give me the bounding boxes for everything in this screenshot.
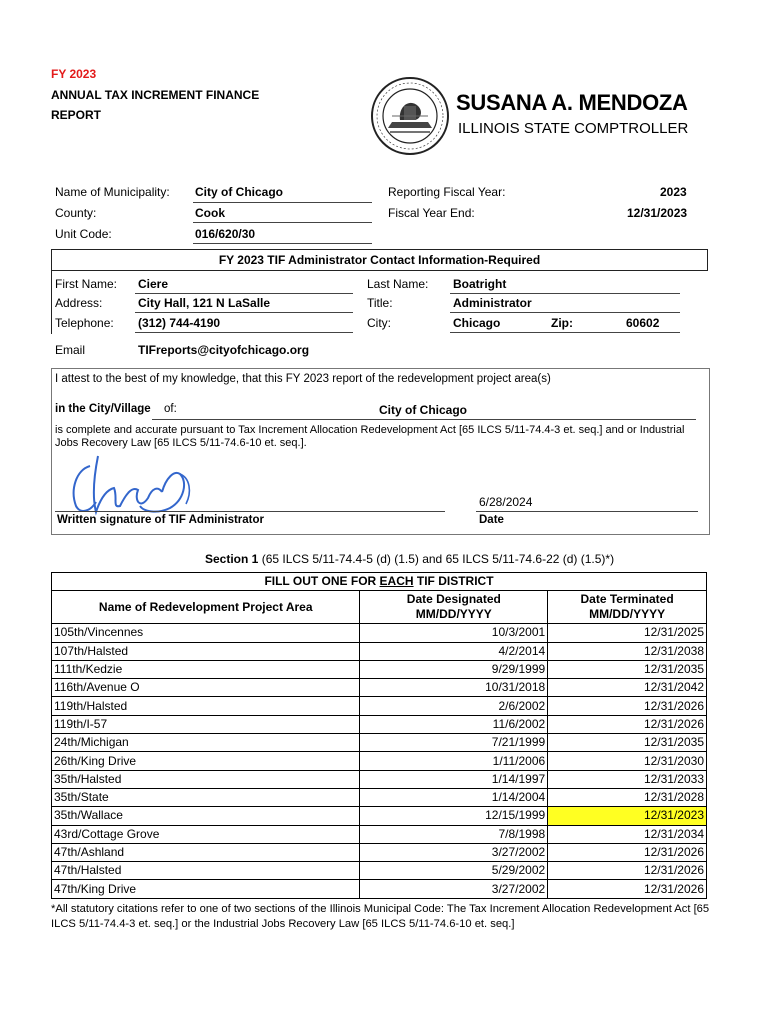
table-row (52, 679, 707, 697)
email-value: TIFreports@cityofchicago.org (138, 343, 310, 357)
table-row (52, 660, 707, 678)
col-header-designated: Date Designated MM/DD/YYYY (360, 591, 548, 624)
section-title-bold: Section 1 (205, 552, 259, 566)
zip-value: 60602 (626, 316, 660, 330)
attestation-city: City of Chicago (379, 403, 468, 417)
contact-section-header: FY 2023 TIF Administrator Contact Information-Required (51, 249, 708, 271)
date-designated: 1/14/1997 (360, 770, 548, 788)
date-designated: 2/6/2002 (360, 697, 548, 715)
unit-code-label: Unit Code: (55, 227, 112, 241)
table-row (52, 788, 707, 806)
county-value: Cook (195, 206, 225, 220)
project-area-name: 35th/Halsted (52, 770, 360, 788)
date-terminated: 12/31/2034 (548, 825, 707, 843)
last-name-value: Boatright (453, 277, 507, 291)
table-row (52, 697, 707, 715)
fiscal-year-end-value: 12/31/2023 (627, 206, 688, 220)
date-designated: 10/31/2018 (360, 679, 548, 697)
project-area-name: 119th/I-57 (52, 715, 360, 733)
date-designated: 7/8/1998 (360, 825, 548, 843)
date-terminated: 12/31/2026 (548, 880, 707, 898)
table-row (52, 862, 707, 880)
date-designated: 1/11/2006 (360, 752, 548, 770)
tif-district-table (51, 572, 707, 899)
contact-box-left-border (51, 270, 52, 334)
attestation-line4: Jobs Recovery Law [65 ILCS 5/11-74.6-10 et. seq.]. (55, 437, 307, 449)
last-name-label: Last Name: (367, 277, 429, 291)
project-area-name: 35th/Wallace (52, 807, 360, 825)
date-terminated: 12/31/2028 (548, 788, 707, 806)
project-area-name: 26th/King Drive (52, 752, 360, 770)
city-value: Chicago (453, 316, 501, 330)
project-area-name: 47th/King Drive (52, 880, 360, 898)
project-area-name: 111th/Kedzie (52, 660, 360, 678)
date-terminated: 12/31/2026 (548, 862, 707, 880)
fiscal-year-label: FY 2023 (51, 67, 97, 81)
fiscal-year-end-label: Fiscal Year End: (388, 206, 475, 220)
telephone-label: Telephone: (55, 316, 114, 330)
date-designated: 10/3/2001 (360, 624, 548, 642)
attestation-date-value: 6/28/2024 (479, 495, 533, 509)
municipality-name-value: City of Chicago (195, 185, 284, 199)
first-name-label: First Name: (55, 277, 118, 291)
title-value: Administrator (453, 296, 532, 310)
project-area-name: 47th/Ashland (52, 843, 360, 861)
date-designated: 1/14/2004 (360, 788, 548, 806)
report-title-line1: ANNUAL TAX INCREMENT FINANCE (51, 88, 260, 102)
statutory-footnote: *All statutory citations refer to one of two sections of the Illinois Municipal Code: The Tax Increment Allocation Redevelopment Act [65 ILCS 5/11-74.4-3 et. seq.] or the Industrial Jobs Recovery Law [65 ILCS 5/11-74.6-10 et. seq.] (51, 903, 710, 930)
date-designated: 7/21/1999 (360, 734, 548, 752)
attestation-line1: I attest to the best of my knowledge, that this FY 2023 report of the redevelopment project area(s) (55, 373, 551, 385)
fiscal-year-field-label: Reporting Fiscal Year: (388, 185, 506, 199)
table-row (52, 752, 707, 770)
attestation-city-village: in the City/Village (55, 403, 151, 415)
project-area-name: 116th/Avenue O (52, 679, 360, 697)
date-terminated: 12/31/2026 (548, 697, 707, 715)
illinois-state-seal-icon (370, 76, 450, 156)
date-terminated: 12/31/2023 (548, 807, 707, 825)
date-terminated: 12/31/2035 (548, 734, 707, 752)
project-area-name: 107th/Halsted (52, 642, 360, 660)
project-area-name: 24th/Michigan (52, 734, 360, 752)
table-header-fill-out (52, 573, 707, 591)
fill-out-each: EACH (379, 574, 414, 589)
table-row (52, 770, 707, 788)
col-header-terminated: Date Terminated MM/DD/YYYY (548, 591, 707, 624)
project-area-name: 35th/State (52, 788, 360, 806)
fill-out-pre: FILL OUT ONE FOR (264, 574, 380, 589)
table-row (52, 624, 707, 642)
table-row (52, 715, 707, 733)
title-label: Title: (367, 296, 393, 310)
attestation-of: of: (164, 403, 177, 415)
date-designated: 3/27/2002 (360, 843, 548, 861)
date-designated: 4/2/2014 (360, 642, 548, 660)
project-area-name: 119th/Halsted (52, 697, 360, 715)
comptroller-name: SUSANA A. MENDOZA (456, 90, 688, 115)
zip-label: Zip: (551, 316, 573, 330)
telephone-value: (312) 744-4190 (138, 316, 221, 330)
section-title-rest: (65 ILCS 5/11-74.4-5 (d) (1.5) and 65 ILCS 5/11-74.6-22 (d) (1.5)*) (258, 552, 615, 566)
address-label: Address: (55, 296, 103, 310)
table-row (52, 807, 707, 825)
table-row (52, 642, 707, 660)
attestation-line3: is complete and accurate pursuant to Tax Increment Allocation Redevelopment Act [65 ILCS 5/11-74.4-3 et. seq.] and or Industrial (55, 424, 685, 436)
email-label: Email (55, 343, 86, 357)
project-area-name: 43rd/Cottage Grove (52, 825, 360, 843)
report-title-line2: REPORT (51, 108, 102, 122)
city-label: City: (367, 316, 391, 330)
county-label: County: (55, 206, 97, 220)
date-designated: 3/27/2002 (360, 880, 548, 898)
date-designated: 12/15/1999 (360, 807, 548, 825)
section-title (205, 552, 614, 566)
date-label: Date (479, 514, 504, 526)
date-terminated: 12/31/2030 (548, 752, 707, 770)
comptroller-title: ILLINOIS STATE COMPTROLLER (458, 120, 689, 137)
project-area-name: 47th/Halsted (52, 862, 360, 880)
first-name-value: Ciere (138, 277, 169, 291)
table-row (52, 825, 707, 843)
project-area-name: 105th/Vincennes (52, 624, 360, 642)
municipality-name-label: Name of Municipality: (55, 185, 170, 199)
date-terminated: 12/31/2026 (548, 715, 707, 733)
date-terminated: 12/31/2033 (548, 770, 707, 788)
table-row (52, 880, 707, 898)
unit-code-value: 016/620/30 (195, 227, 256, 241)
date-terminated: 12/31/2042 (548, 679, 707, 697)
table-column-headers (52, 591, 707, 624)
fill-out-post: TIF DISTRICT (413, 574, 494, 589)
date-terminated: 12/31/2025 (548, 624, 707, 642)
date-terminated: 12/31/2038 (548, 642, 707, 660)
date-terminated: 12/31/2035 (548, 660, 707, 678)
date-designated: 11/6/2002 (360, 715, 548, 733)
tif-table-body (52, 624, 707, 898)
table-row (52, 843, 707, 861)
date-terminated: 12/31/2026 (548, 843, 707, 861)
col-header-name: Name of Redevelopment Project Area (52, 591, 360, 624)
table-row (52, 734, 707, 752)
date-designated: 5/29/2002 (360, 862, 548, 880)
address-value: City Hall, 121 N LaSalle (138, 296, 271, 310)
date-designated: 9/29/1999 (360, 660, 548, 678)
fiscal-year-value: 2023 (660, 185, 687, 199)
signature-label: Written signature of TIF Administrator (57, 514, 265, 526)
